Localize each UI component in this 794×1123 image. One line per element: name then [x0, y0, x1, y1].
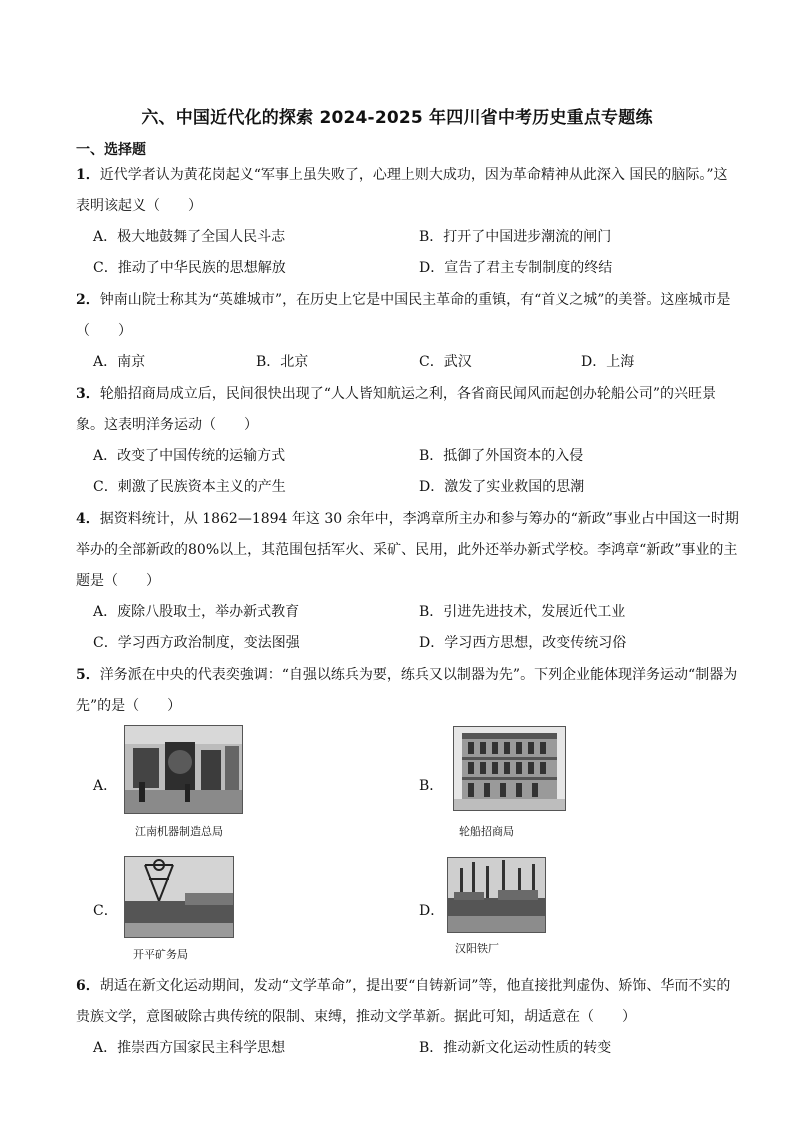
question-stem: 钟南山院士称其为“英雄城市”，在历史上它是中国民主革命的重镇，有“首义之城”的美誉。这座城市是（ ） — [76, 292, 731, 339]
option-a[interactable]: A．南京 — [93, 354, 146, 370]
option-c[interactable]: C．武汉 — [419, 354, 472, 370]
option-d[interactable]: D．宣告了君主专制制度的终结 — [419, 260, 613, 276]
question-stem: 轮船招商局成立后，民间很快出现了“人人皆知航运之利，各省商民闻风而起创办轮船公司”的兴旺景象。这表明洋务运动（ ） — [76, 386, 717, 433]
option-a[interactable]: A．废除八股取士，举办新式教育 — [93, 604, 300, 620]
question-number: 3． — [76, 386, 100, 402]
question-3 — [76, 379, 741, 441]
option-c[interactable]: C．刺激了民族资本主义的产生 — [93, 479, 286, 495]
option-letter: B． — [419, 778, 444, 794]
mine-photo — [124, 856, 234, 938]
image-option-c[interactable] — [93, 855, 293, 965]
option-c[interactable]: C．学习西方政治制度，变法图强 — [93, 635, 300, 651]
question-stem: 近代学者认为黄花岗起义“军事上虽失败了，心理上则大成功，因为革命精神从此深入 国民的脑际。”这表明该起义（ ） — [76, 167, 728, 214]
option-a[interactable]: A．推崇西方国家民主科学思想 — [93, 1040, 286, 1056]
question-4 — [76, 504, 741, 597]
option-letter: D． — [419, 903, 445, 919]
option-d[interactable]: D．激发了实业救国的思潮 — [419, 479, 585, 495]
option-b[interactable]: B．北京 — [256, 354, 309, 370]
option-d[interactable]: D．上海 — [581, 354, 635, 370]
question-number: 5． — [76, 667, 100, 683]
image-caption: 汉阳铁厂 — [455, 942, 499, 955]
option-b[interactable]: B．抵御了外国资本的入侵 — [419, 448, 584, 464]
option-b[interactable]: B．打开了中国进步潮流的闸门 — [419, 229, 612, 245]
image-caption: 江南机器制造总局 — [135, 825, 223, 838]
question-5 — [76, 660, 741, 722]
question-number: 1． — [76, 167, 100, 183]
option-b[interactable]: B．推动新文化运动性质的转变 — [419, 1040, 612, 1056]
image-caption: 开平矿务局 — [133, 948, 188, 961]
page-title: 六、中国近代化的探索 2024-2025 年四川省中考历史重点专题练 — [141, 108, 653, 128]
option-a[interactable]: A．极大地鼓舞了全国人民斗志 — [93, 229, 286, 245]
section-heading: 一、选择题 — [76, 142, 146, 158]
question-number: 6． — [76, 978, 100, 994]
option-b[interactable]: B．引进先进技术，发展近代工业 — [419, 604, 626, 620]
question-2 — [76, 285, 741, 347]
building-photo — [453, 726, 566, 811]
steelworks-photo — [447, 857, 546, 933]
question-stem: 据资料统计，从 1862—1894 年这 30 余年中，李鸿章所主办和参与筹办的“新政”事业占中国这一时期举办的全部新政的80%以上，其范围包括军火、采矿、民用，此外还举办新式学校。李鸿章“新政”事业的主题是（ ） — [76, 511, 739, 589]
factory-photo — [124, 725, 243, 814]
image-option-a[interactable] — [93, 724, 293, 844]
option-c[interactable]: C．推动了中华民族的思想解放 — [93, 260, 286, 276]
question-number: 2． — [76, 292, 100, 308]
question-stem: 洋务派在中央的代表奕強调：“自强以练兵为要，练兵又以制器为先”。下列企业能体现洋务运动“制器为先”的是（ ） — [76, 667, 738, 714]
option-letter: A． — [93, 778, 118, 794]
question-number: 4． — [76, 511, 100, 527]
image-option-b[interactable] — [419, 724, 619, 844]
question-6 — [76, 971, 741, 1033]
question-stem: 胡适在新文化运动期间，发动“文学革命”，提出要“自铸新词”等，他直接批判虚伪、矫饰、华而不实的贵族文学，意图破除古典传统的限制、束缚，推动文学革新。据此可知，胡适意在（ ） — [76, 978, 731, 1025]
option-d[interactable]: D．学习西方思想，改变传统习俗 — [419, 635, 627, 651]
option-a[interactable]: A．改变了中国传统的运输方式 — [93, 448, 286, 464]
image-caption: 轮船招商局 — [459, 825, 514, 838]
image-option-d[interactable] — [419, 855, 619, 965]
question-1 — [76, 160, 741, 222]
option-letter: C． — [93, 903, 118, 919]
